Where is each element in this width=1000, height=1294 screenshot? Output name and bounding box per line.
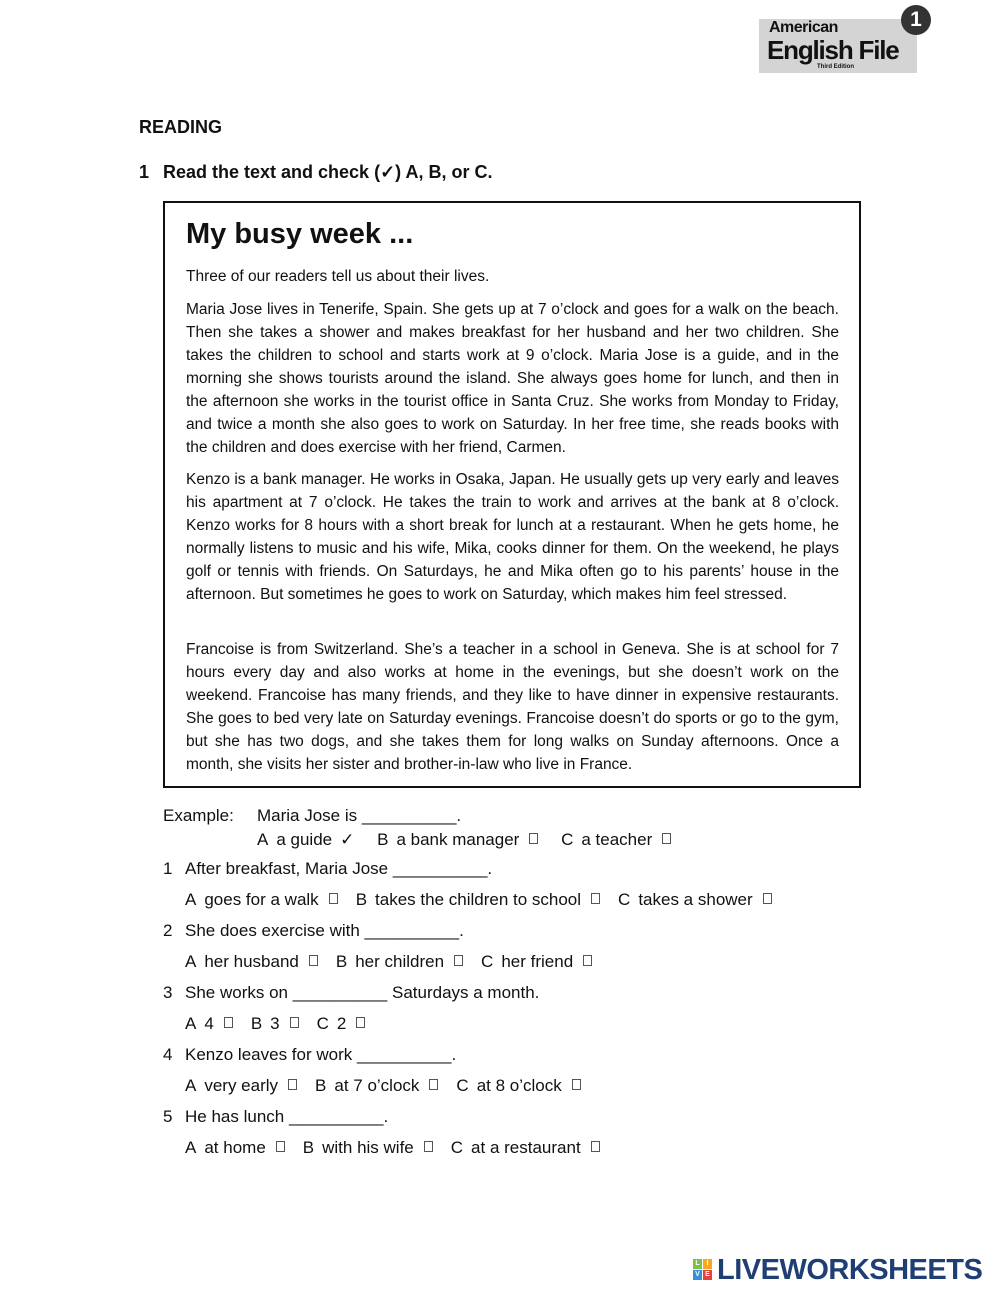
option-c: C at 8 o’clock <box>456 1076 580 1096</box>
reading-text-box <box>163 201 861 788</box>
example-option-b: B a bank manager <box>377 830 538 850</box>
question-text: After breakfast, Maria Jose __________. <box>185 859 493 878</box>
checkbox[interactable] <box>224 1017 233 1028</box>
option-a: A very early <box>185 1076 297 1096</box>
checkbox[interactable] <box>329 893 338 904</box>
question-options <box>185 1076 599 1096</box>
option-b: B at 7 o’clock <box>315 1076 438 1096</box>
option-c: C takes a shower <box>618 890 772 910</box>
checkbox[interactable] <box>591 893 600 904</box>
logo-edition: Third Edition <box>817 64 854 70</box>
question-text: Kenzo leaves for work __________. <box>185 1045 457 1064</box>
option-a: A at home <box>185 1138 285 1158</box>
checkbox[interactable] <box>529 833 538 844</box>
question-number: 5 <box>163 1107 173 1126</box>
example-option-a: A a guide ✓ <box>257 830 355 849</box>
question-number: 1 <box>163 859 173 878</box>
paragraph-maria-jose: Maria Jose lives in Tenerife, Spain. She gets up at 7 o’clock and goes for a walk on the beach. Then she takes a shower and makes breakfast for her husband and her two children. She takes the children to school and starts work at 9 o’clock. Maria Jose is a guide, and in the morning she shows tourists around the island. She always goes home for lunch, and then in the afternoon she works in the tourist office in Santa Cruz. She works from Monday to Friday, and twice a month she also goes to work on Saturday. In her free time, she reads books with the children and does exercise with her friend, Carmen. <box>186 301 839 456</box>
question-options <box>185 1014 383 1034</box>
checkbox[interactable] <box>290 1017 299 1028</box>
question-options <box>185 952 610 972</box>
checkbox[interactable] <box>763 893 772 904</box>
option-c: C at a restaurant <box>451 1138 600 1158</box>
question-number: 4 <box>163 1045 173 1064</box>
paragraph-kenzo: Kenzo is a bank manager. He works in Osaka, Japan. He usually gets up very early and leaves his apartment at 7 o’clock. He takes the train to work and arrives at the bank at 8 o’clock. Kenzo works for 8 hours with a short break for lunch at a restaurant. When he gets home, he normally listens to music and his wife, Mika, cooks dinner for them. On the weekend, he plays golf or tennis with friends. On Saturdays, he and Mika often go to his parents’ house in the afternoon. But sometimes he goes to work on Saturday, which makes him feel stressed. <box>186 471 839 603</box>
logo-line1: American <box>769 19 838 36</box>
live-tiles-icon: L I V E <box>693 1259 713 1281</box>
checkbox[interactable] <box>288 1079 297 1090</box>
question-text: She works on __________ Saturdays a month. <box>185 983 540 1002</box>
option-b: B 3 <box>251 1014 299 1034</box>
instruction <box>139 162 492 183</box>
checkbox[interactable] <box>662 833 671 844</box>
instruction-text: Read the text and check (✓) A, B, or C. <box>163 162 493 182</box>
article-title: My busy week ... <box>186 218 414 250</box>
question-options <box>185 890 790 910</box>
instruction-number: 1 <box>139 162 150 182</box>
checkbox[interactable] <box>429 1079 438 1090</box>
check-mark-icon: ✓ <box>340 830 355 849</box>
checkbox[interactable] <box>583 955 592 966</box>
question-options <box>185 1138 618 1158</box>
option-b: B with his wife <box>303 1138 433 1158</box>
checkbox[interactable] <box>356 1017 365 1028</box>
question-text: He has lunch __________. <box>185 1107 389 1126</box>
question-number: 3 <box>163 983 173 1002</box>
question-text: She does exercise with __________. <box>185 921 464 940</box>
example-question: Maria Jose is __________. <box>257 806 462 825</box>
checkbox[interactable] <box>572 1079 581 1090</box>
checkbox[interactable] <box>309 955 318 966</box>
example-label: Example: <box>163 806 234 825</box>
example-option-c: C a teacher <box>561 830 671 850</box>
logo-line2: English File <box>767 35 899 65</box>
option-a: A goes for a walk <box>185 890 338 910</box>
checkbox[interactable] <box>424 1141 433 1152</box>
question-number: 2 <box>163 921 173 940</box>
american-english-file-logo <box>759 8 922 73</box>
option-b: B takes the children to school <box>356 890 600 910</box>
option-a: A 4 <box>185 1014 233 1034</box>
option-a: A her husband <box>185 952 318 972</box>
checkbox[interactable] <box>276 1141 285 1152</box>
article-intro: Three of our readers tell us about their lives. <box>186 268 490 285</box>
level-badge: 1 <box>901 5 931 35</box>
checkbox[interactable] <box>591 1141 600 1152</box>
option-c: C 2 <box>317 1014 366 1034</box>
brand-name: LIVEWORKSHEETS <box>717 1254 983 1286</box>
checkbox[interactable] <box>454 955 463 966</box>
section-heading: READING <box>139 117 223 137</box>
paragraph-francoise: Francoise is from Switzerland. She’s a teacher in a school in Geneva. She is at school for 7 hours every day and also works at home in the evenings, but she doesn’t work on the weekend. Francoise has many friends, and they like to have dinner in expensive restaurants. She goes to bed very late on Saturday evenings. Francoise doesn’t do sports or go to the gym, but she has two dogs, and she takes them for long walks on Sunday afternoons. Once a month, she visits her sister and brother-in-law who live in France. <box>186 641 839 773</box>
option-c: C her friend <box>481 952 592 972</box>
example-options <box>257 830 689 850</box>
option-b: B her children <box>336 952 463 972</box>
